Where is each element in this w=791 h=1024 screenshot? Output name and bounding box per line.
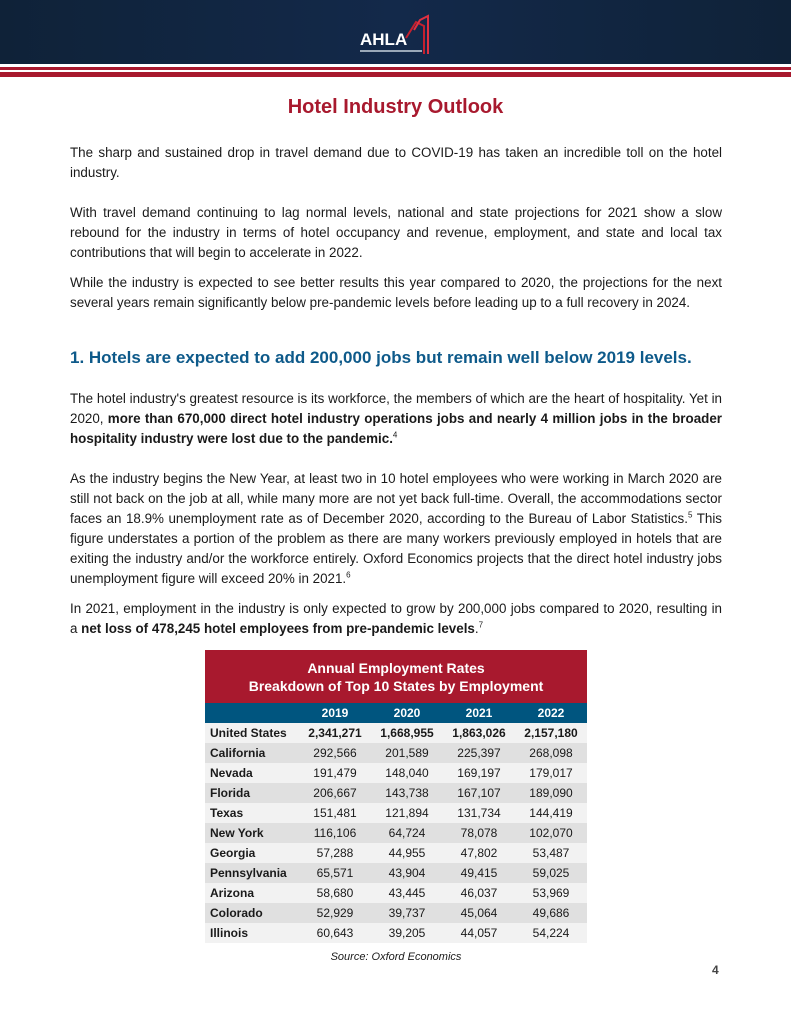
section-heading: 1. Hotels are expected to add 200,000 jobs but remain well below 2019 levels. [70, 348, 692, 367]
table-title: Annual Employment Rates Breakdown of Top 10 States by Employment [205, 650, 587, 703]
cell-value: 206,667 [313, 786, 357, 800]
page-title: Hotel Industry Outlook [287, 96, 504, 118]
cell-value: 47,802 [460, 846, 498, 860]
cell-value: 292,566 [313, 746, 357, 760]
table-row [205, 803, 587, 823]
cell-value: 116,106 [313, 826, 357, 840]
cell-value: 44,955 [388, 846, 426, 860]
table-row [205, 903, 587, 923]
table-row [205, 883, 587, 903]
state-name: Texas [210, 806, 244, 820]
state-name: New York [210, 826, 264, 840]
cell-value: 1,668,955 [380, 726, 434, 740]
table-row [205, 743, 587, 763]
cell-value: 201,589 [385, 746, 429, 760]
table-row [205, 763, 587, 783]
employment-table [205, 650, 587, 943]
logo-text: AHLA [360, 30, 408, 49]
cell-value: 148,040 [385, 766, 429, 780]
table-row [205, 863, 587, 883]
cell-value: 144,419 [529, 806, 573, 820]
table-source: Source: Oxford Economics [330, 951, 462, 963]
cell-value: 151,481 [313, 806, 357, 820]
intro-paragraph: The sharp and sustained drop in travel demand due to COVID-19 has taken an incredible toll on the hotel industry. [70, 145, 722, 180]
body-paragraph: In 2021, employment in the industry is only expected to grow by 200,000 jobs compared to 2020, resulting in a net loss of 478,245 hotel employees from pre-pandemic levels.$^7$ [70, 601, 722, 636]
table-row [205, 843, 587, 863]
cell-value: 167,107 [457, 786, 501, 800]
cell-value: 43,445 [388, 886, 426, 900]
state-name: Illinois [210, 926, 249, 940]
cell-value: 131,734 [457, 806, 501, 820]
cell-value: 60,643 [316, 926, 354, 940]
cell-value: 179,017 [529, 766, 573, 780]
page-number: 4 [712, 963, 719, 977]
intro-paragraph: While the industry is expected to see better results this year compared to 2020, the projections for the next several years remain significantly below pre-pandemic levels before leading up to a full recovery in 2024. [70, 275, 722, 310]
state-name: Nevada [210, 766, 253, 780]
divider [0, 72, 791, 77]
cell-value: 102,070 [529, 826, 573, 840]
cell-value: 268,098 [529, 746, 573, 760]
cell-value: 49,415 [460, 866, 498, 880]
cell-value: 49,686 [532, 906, 570, 920]
cell-value: 65,571 [316, 866, 354, 880]
table-row [205, 823, 587, 843]
state-name: Arizona [210, 886, 255, 900]
state-name: United States [210, 726, 287, 740]
table-row [205, 923, 587, 943]
cell-value: 1,863,026 [452, 726, 506, 740]
cell-value: 46,037 [460, 886, 498, 900]
cell-value: 39,737 [388, 906, 426, 920]
state-name: Florida [210, 786, 251, 800]
cell-value: 43,904 [388, 866, 426, 880]
body-paragraph: The hotel industry's greatest resource is its workforce, the members of which are the heart of hospitality. Yet in 2020, more than 670,000 direct hotel industry operations jobs and nearly 4 million jobs in the broader hospitality industry were lost due to the pandemic.$^4$ [70, 391, 722, 446]
table-row [205, 723, 587, 743]
state-name: Georgia [210, 846, 256, 860]
cell-value: 121,894 [385, 806, 429, 820]
cell-value: 2,341,271 [308, 726, 362, 740]
cell-value: 189,090 [529, 786, 573, 800]
cell-value: 57,288 [316, 846, 354, 860]
cell-value: 53,969 [532, 886, 570, 900]
cell-value: 39,205 [388, 926, 426, 940]
logo-tagline [360, 50, 422, 52]
table-header: 2019 2020 2021 2022 [205, 703, 587, 723]
cell-value: 169,197 [457, 766, 501, 780]
cell-value: 52,929 [316, 906, 354, 920]
state-name: California [210, 746, 266, 760]
body-paragraph: As the industry begins the New Year, at least two in 10 hotel employees who were working in March 2020 are still not back on the job at all, while many more are not yet back full-time. Overall, the accommodations sector faces an 18.9% unemployment rate as of December 2020, according to the Bureau of Labor Statistics.$^5$ This figure understates a portion of the problem as there are many workers previously employed in hotels that are exiting the industry and/or the workforce entirely. Oxford Economics projects that the direct hotel industry jobs unemployment figure will exceed 20% in 2021.$^6$ [70, 471, 723, 586]
divider [0, 67, 791, 70]
cell-value: 53,487 [532, 846, 570, 860]
cell-value: 54,224 [532, 926, 570, 940]
cell-value: 78,078 [460, 826, 498, 840]
state-name: Pennsylvania [210, 866, 287, 880]
cell-value: 45,064 [460, 906, 498, 920]
cell-value: 64,724 [388, 826, 426, 840]
cell-value: 58,680 [316, 886, 354, 900]
ahla-logo [358, 14, 448, 54]
cell-value: 191,479 [313, 766, 357, 780]
intro-paragraph: With travel demand continuing to lag normal levels, national and state projections for 2021 show a slow rebound for the industry in terms of hotel occupancy and revenue, employment, and state and local tax contributions that will begin to accelerate in 2022. [70, 205, 722, 260]
state-name: Colorado [210, 906, 263, 920]
cell-value: 44,057 [460, 926, 498, 940]
cell-value: 143,738 [385, 786, 429, 800]
table-row [205, 783, 587, 803]
cell-value: 225,397 [457, 746, 501, 760]
cell-value: 2,157,180 [524, 726, 578, 740]
cell-value: 59,025 [532, 866, 570, 880]
